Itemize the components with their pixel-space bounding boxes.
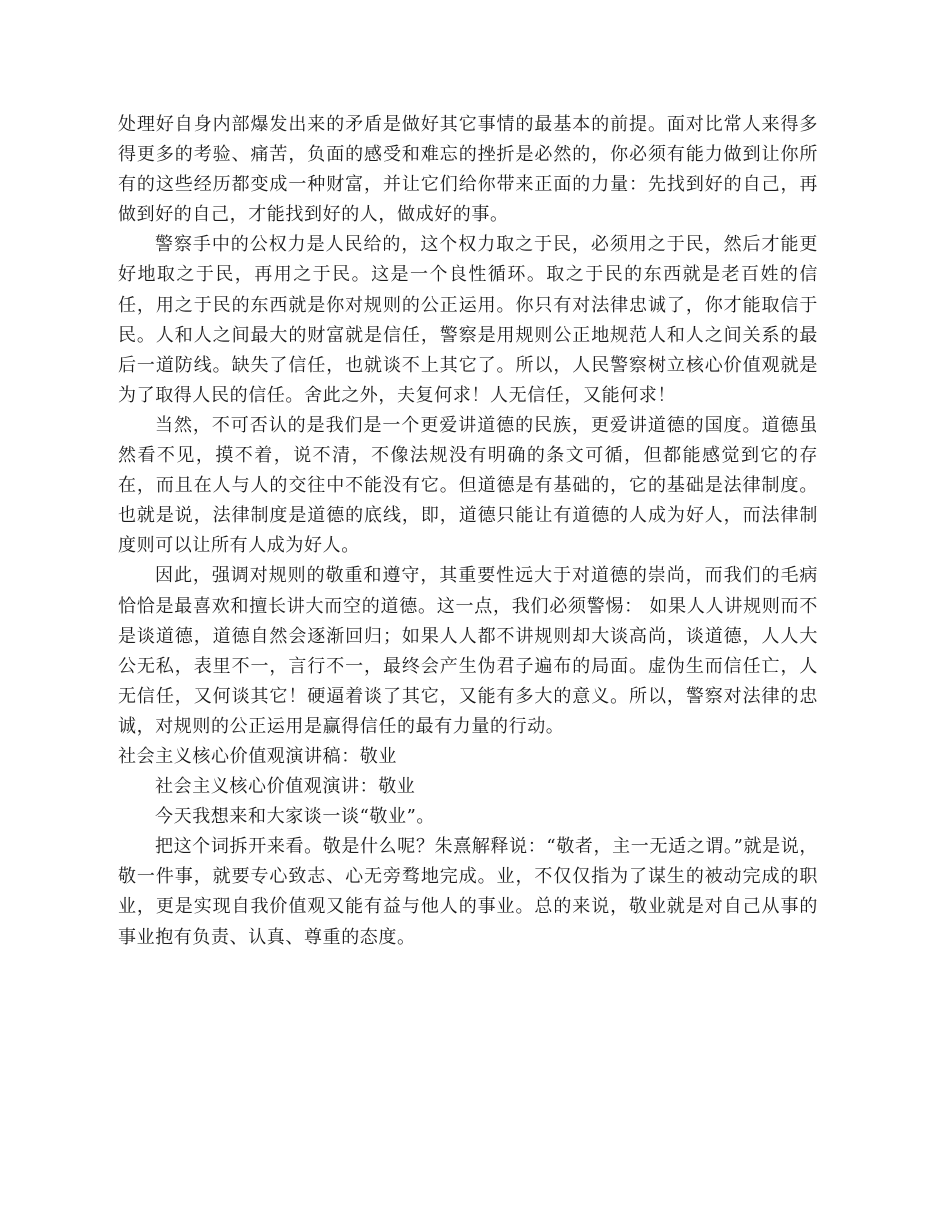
paragraph-intro: 今天我想来和大家谈一谈“敬业”。 [155, 806, 436, 828]
section-title: 社会主义核心价值观演讲稿：敬业 [118, 745, 397, 767]
paragraph-2: 警察手中的公权力是人民给的，这个权力取之于民，必须用之于民，然后才能更好地取之于民，再用之于民。这是一个良性循环。取之于民的东西就是老百姓的信任，用之于民的东西就是你对规则的公正运用。你只有对法律忠诚了，你才能取信于民。人和人之间最大的财富就是信任，警察是用规则公正地规范人和人之间关系的最后一道防线。缺失了信任，也就谈不上其它了。所以，人民警察树立核心价值观就是为了取得人民的信任。舍此之外，夫复何求！人无信任，又能何求！ [118, 234, 818, 406]
document-page [118, 110, 818, 953]
paragraph-definition: 把这个词拆开来看。敬是什么呢？朱熹解释说：“敬者，主一无适之谓。”就是说，敬一件事，就要专心致志、心无旁骛地完成。业，不仅仅指为了谋生的被动完成的职业，更是实现自我价值观又能有益与他人的事业。总的来说，敬业就是对自己从事的事业抱有负责、认真、尊重的态度。 [118, 836, 818, 948]
paragraph-1: 处理好自身内部爆发出来的矛盾是做好其它事情的最基本的前提。面对比常人来得多得更多的考验、痛苦，负面的感受和难忘的挫折是必然的，你必须有能力做到让你所有的这些经历都变成一种财富，并让它们给你带来正面的力量：先找到好的自己，再做到好的自己，才能找到好的人，做成好的事。 [118, 114, 818, 226]
paragraph-4: 因此，强调对规则的敬重和遵守，其重要性远大于对道德的崇尚，而我们的毛病恰恰是最喜欢和擅长讲大而空的道德。这一点，我们必须警惕： 如果人人讲规则而不是谈道德，道德自然会逐渐回归；如果人人都不讲规则却大谈高尚，谈道德，人人大公无私，表里不一，言行不一，最终会产生伪君子遍布的局面。虚伪生而信任亡，人无信任，又何谈其它！硬逼着谈了其它，又能有多大的意义。所以，警察对法律的忠诚，对规则的公正运用是赢得信任的最有力量的行动。 [118, 565, 818, 737]
speech-subtitle: 社会主义核心价值观演讲：敬业 [155, 776, 416, 798]
paragraph-3: 当然，不可否认的是我们是一个更爱讲道德的民族，更爱讲道德的国度。道德虽然看不见，摸不着，说不清，不像法规没有明确的条文可循，但都能感觉到它的存在，而且在人与人的交往中不能没有它。但道德是有基础的，它的基础是法律制度。也就是说，法律制度是道德的底线，即，道德只能让有道德的人成为好人，而法律制度则可以让所有人成为好人。 [118, 414, 818, 557]
